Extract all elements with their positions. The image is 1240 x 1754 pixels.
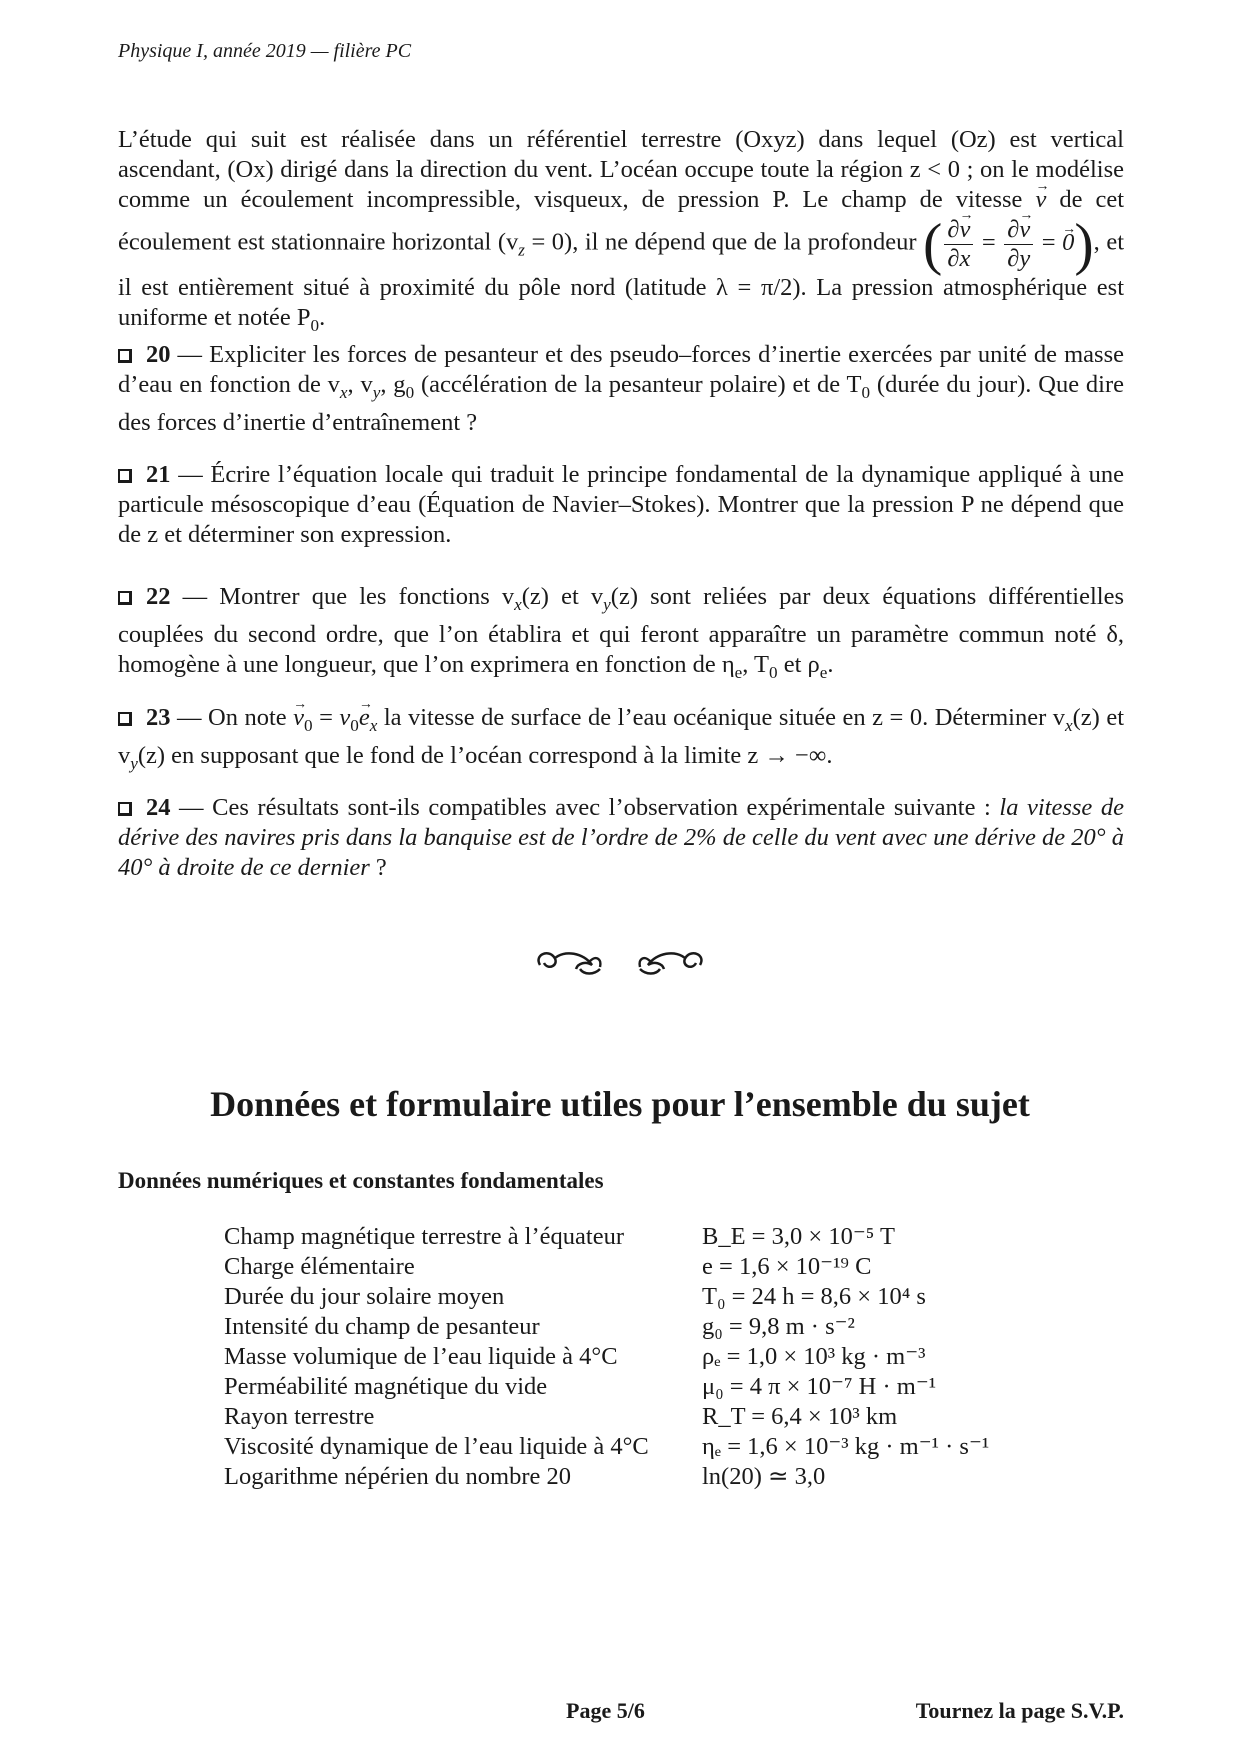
intro-paragraph: L’étude qui suit est réalisée dans un référentiel terrestre (Oxyz) dans lequel (Oz) est vertical ascendant, (Ox) dirigé dans la direction du vent. L’océan occupe toute la région z < 0 ; on le modélise comme un écoulement incompressible, visqueux, de pression P. Le champ de vitesse → v de cet écoulement est stationnaire horizontal $(v_z = 0)$, il ne dépend que de la profondeur ( $\frac{\partial\to v}{\partial x}$ = $\frac{\partial\to v}{\partial y}$ = → 0), et il est entièrement situé à proximité du pôle nord (latitude λ = π/2). La pression atmosphérique est uniforme et notée $P_0$.: [118, 125, 1124, 341]
table-row: Masse volumique de l’eau liquide à 4°C ρₑ = 1,0 × 10³ kg · m⁻³: [224, 1343, 926, 1370]
ornament-flourish-icon: [520, 935, 720, 995]
question-number: 20: [146, 341, 171, 368]
question-24: 24 — Ces résultats sont-ils compatibles avec l’observation expérimentale suivante : la vitesse de dérive des navires pris dans la banquise est de l’ordre de 2% de celle du vent avec une dérive de 20° à 40° à droite de ce dernier ?: [118, 794, 1124, 881]
turn-page-notice: Tournez la page S.V.P.: [915, 1698, 1124, 1723]
v-vector-symbol: → v: [1035, 186, 1046, 213]
constants-table: [224, 1222, 989, 1492]
checkbox-icon: [118, 349, 132, 363]
subsection-title: Données numériques et constantes fondamentales: [118, 1168, 604, 1193]
table-row: Viscosité dynamique de l’eau liquide à 4°C ηₑ = 1,6 × 10⁻³ kg · m⁻¹ · s⁻¹: [224, 1433, 990, 1460]
question-number: 21: [146, 461, 171, 488]
running-header: Physique I, année 2019 — filière PC: [118, 40, 412, 62]
question-23: 23 — On note → $v_0 = v_0\to e_x$ la vitesse de surface de l’eau océanique située en z = 0. Déterminer $v_x(z)$ et $v_y(z)$ en supposant que le fond de l’océan correspond à la limite z → −∞.: [118, 703, 1124, 779]
table-row: Intensité du champ de pesanteur g₀ = 9,8 m · s⁻²: [224, 1313, 855, 1340]
intro-text-3: , et il est entièrement situé à proximité du pôle nord (latitude λ = π/2). La pression atmosphérique est uniforme et notée P: [118, 228, 1125, 331]
question-number: 24: [146, 794, 171, 821]
question-number: 23: [146, 704, 171, 731]
question-21: 21 — Écrire l’équation locale qui traduit le principe fondamental de la dynamique appliqué à une particule mésoscopique d’eau (Équation de Navier–Stokes). Montrer que la pression P ne dépend que de z et déterminer son expression.: [118, 461, 1124, 548]
table-row: Logarithme népérien du nombre 20 ln(20) ≃ 3,0: [224, 1463, 826, 1490]
intro-text-1: L’étude qui suit est réalisée dans un référentiel terrestre (Oxyz) dans lequel (Oz) est vertical ascendant, (Ox) dirigé dans la direction du vent. L’océan occupe toute la région z < 0 ; on le modélise comme un écoulement incompressible, visqueux, de pression P. Le champ de vitesse: [118, 126, 1124, 213]
intro-text-2b: = 0), il ne dépend que de la profondeur: [524, 228, 917, 256]
section-title: Données et formulaire utiles pour l’ensemble du sujet: [210, 1084, 1030, 1124]
checkbox-icon: [118, 802, 132, 816]
table-row: Champ magnétique terrestre à l’équateur B_E = 3,0 × 10⁻⁵ T: [224, 1223, 895, 1250]
question-number: 22: [146, 583, 171, 610]
checkbox-icon: [118, 469, 132, 483]
table-row: Rayon terrestre R_T = 6,4 × 10³ km: [224, 1403, 898, 1430]
partial-derivative-equation: ( $\frac{\partial\to v}{\partial x}$ = $\frac{\partial\to v}{\partial y}$ = → 0): [923, 229, 1094, 256]
intro-text-2a: de cet écoulement est stationnaire horizontal (v: [118, 186, 1125, 256]
checkbox-icon: [118, 591, 132, 605]
question-22: 22 — Montrer que les fonctions $v_x(z)$ et $v_y(z)$ sont reliées par deux équations différentielles couplées du second ordre, que l’on établira et qui feront apparaître un paramètre commun noté δ, homogène à une longueur, que l’on exprimera en fonction de $\eta_e$, $T_0$ et $\rho_e$.: [118, 583, 1124, 682]
page-number: Page 5/6: [566, 1698, 645, 1723]
table-row: Perméabilité magnétique du vide μ₀ = 4 π × 10⁻⁷ H · m⁻¹: [224, 1373, 937, 1400]
checkbox-icon: [118, 712, 132, 726]
table-row: Charge élémentaire e = 1,6 × 10⁻¹⁹ C: [224, 1253, 872, 1280]
table-row: Durée du jour solaire moyen T₀ = 24 h = 8,6 × 10⁴ s: [224, 1283, 926, 1310]
question-20: 20 — Expliciter les forces de pesanteur et des pseudo–forces d’inertie exercées par unité de masse d’eau en fonction de $v_x$, $v_y$, $g_0$ (accélération de la pesanteur polaire) et de $T_0$ (durée du jour). Que dire des forces d’inertie d’entraînement ?: [118, 341, 1125, 436]
